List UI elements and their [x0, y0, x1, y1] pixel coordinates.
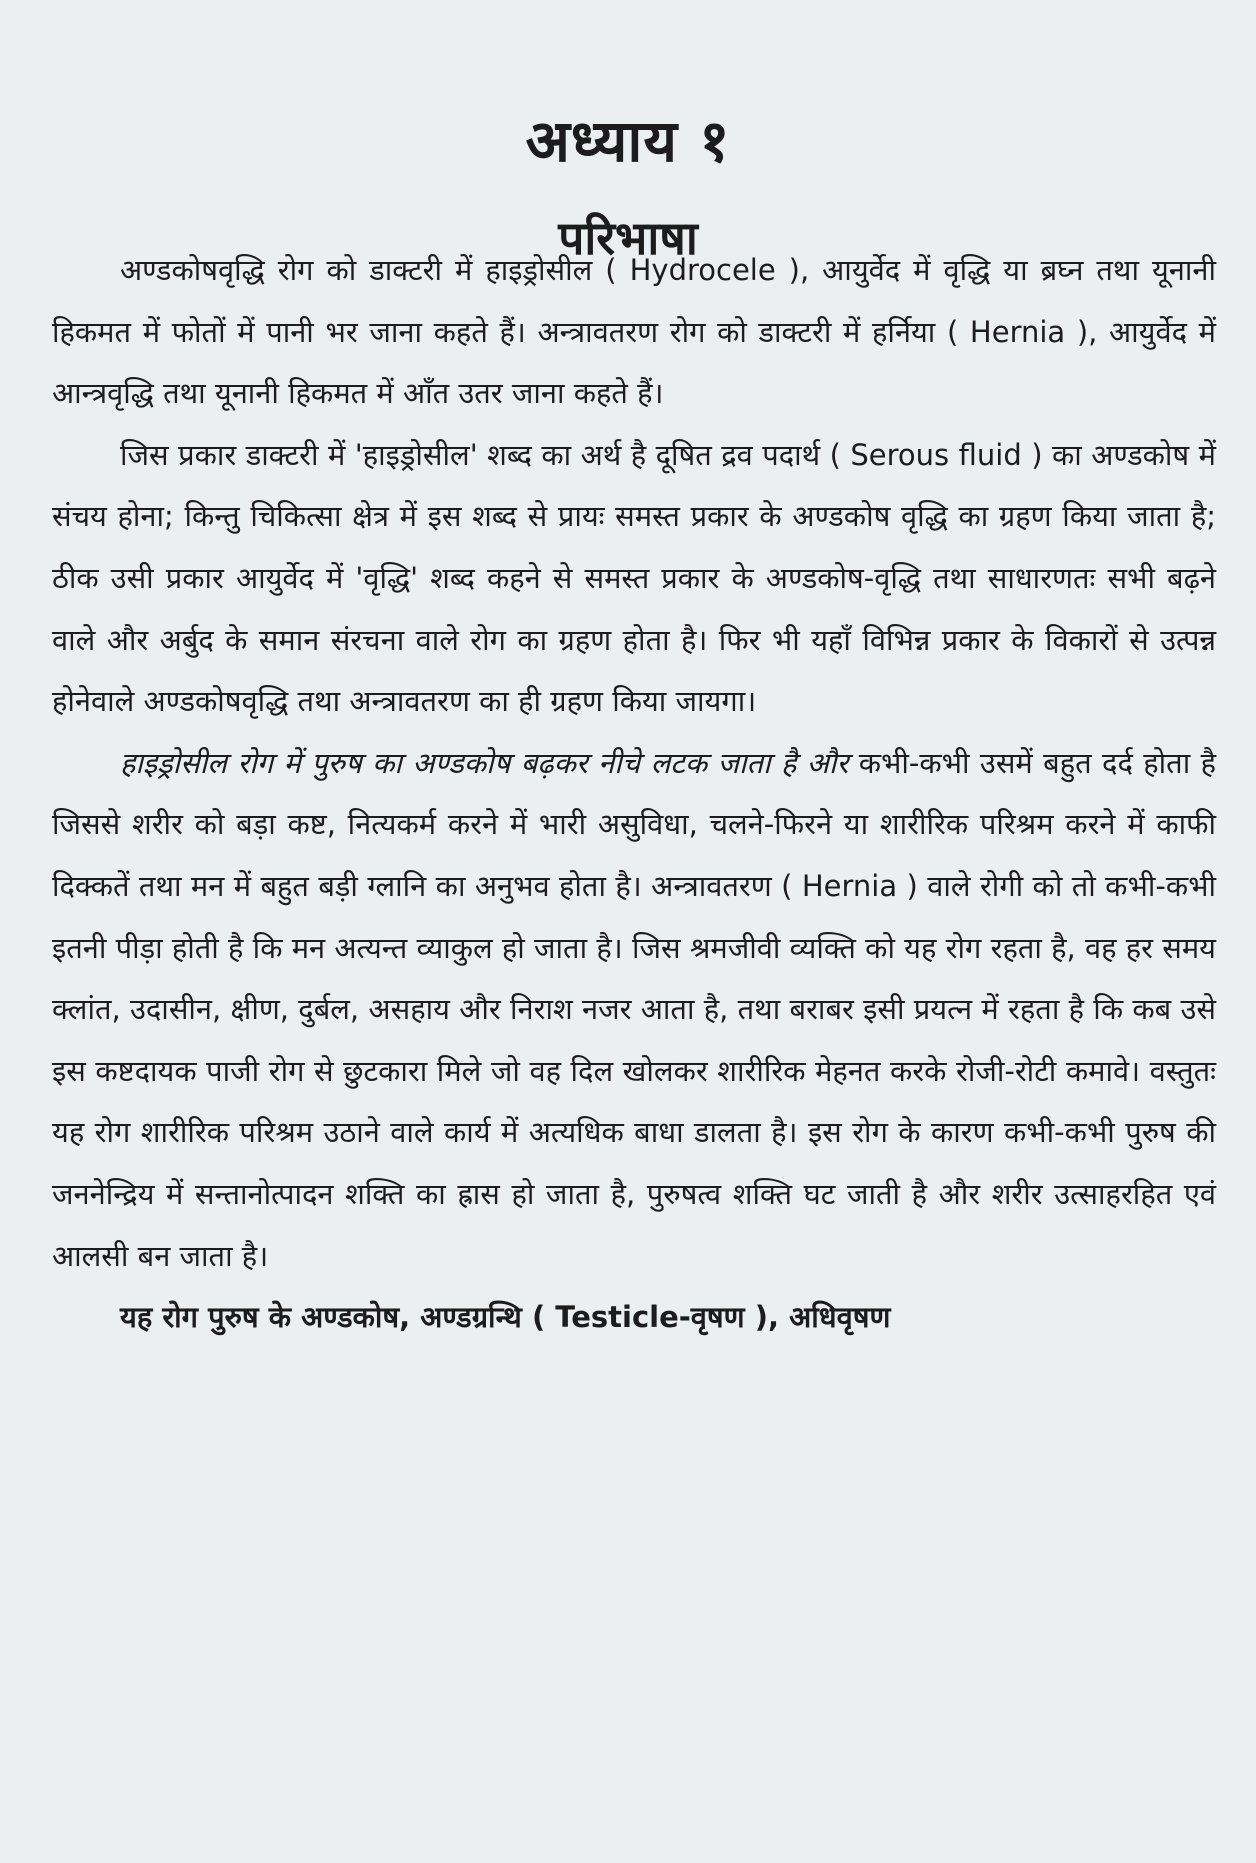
paragraph-terminology: जिस प्रकार डाक्टरी में 'हाइड्रोसील' शब्द का अर्थ है दूषित द्रव पदार्थ ( Serous fluid ) का अण्डकोष में संचय होना; किन्तु चिकित्सा क्षेत्र में इस शब्द से प्रायः समस्त प्रकार के अण्डकोष वृद्धि का ग्रहण किया जाता है; ठीक उसी प्रकार आयुर्वेद में 'वृद्धि' शब्द कहने से समस्त प्रकार के अण्डकोष-वृद्धि तथा साधारणतः सभी बढ़ने वाले और अर्बुद के समान संरचना वाले रोग का ग्रहण होता है। फिर भी यहाँ विभिन्न प्रकार के विकारों से उत्पन्न होनेवाले अण्डकोषवृद्धि तथा अन्त्रावतरण का ही ग्रहण किया जायगा।: [52, 437, 1216, 719]
paragraph-symptoms-body: कभी-कभी उसमें बहुत दर्द होता है जिससे शरीर को बड़ा कष्ट, नित्यकर्म करने में भारी असुविधा, चलने-फिरने या शारीरिक परिश्रम करने में काफी दिक्कतें तथा मन में बहुत बड़ी ग्लानि का अनुभव होता है। अन्त्रावतरण ( Hernia ) वाले रोगी को तो कभी-कभी इतनी पीड़ा होती है कि मन अत्यन्त व्याकुल हो जाता है। जिस श्रमजीवी व्यक्ति को यह रोग रहता है, वह हर समय क्लांत, उदासीन, क्षीण, दुर्बल, असहाय और निराश नजर आता है, तथा बराबर इसी प्रयत्न में रहता है कि कब उसे इस कष्टदायक पाजी रोग से छुटकारा मिले जो वह दिल खोलकर शारीरिक मेहनत करके रोजी-रोटी कमावे। वस्तुतः यह रोग शारीरिक परिश्रम उठाने वाले कार्य में अत्यधिक बाधा डालता है। इस रोग के कारण कभी-कभी पुरुष की जननेन्द्रिय में सन्तानोत्पादन शक्ति का ह्रास हो जाता है, पुरुषत्व शक्ति घट जाती है और शरीर उत्साहरहित एवं आलसी बन जाता है।: [52, 745, 1217, 1273]
paragraph-continuation: यह रोग पुरुष के अण्डकोष, अण्डग्रन्थि ( Testicle-वृषण ), अधिवृषण: [120, 1300, 891, 1335]
paragraph-symptoms-lead: हाइड्रोसील रोग में पुरुष का अण्डकोष बढ़कर नीचे लटक जाता है और: [120, 745, 849, 780]
chapter-title: अध्याय १: [525, 106, 731, 175]
section-title: परिभाषा: [558, 211, 698, 266]
paragraph-definition: अण्डकोषवृद्धि रोग को डाक्टरी में हाइड्रोसील ( Hydrocele ), आयुर्वेद में वृद्धि या ब्रघ्न तथा यूनानी हिकमत में फोतों में पानी भर जाना कहते हैं। अन्त्रावतरण रोग को डाक्टरी में हर्निया ( Hernia ), आयुर्वेद में आन्त्रवृद्धि तथा यूनानी हिकमत में आँत उतर जाना कहते हैं।: [52, 253, 1216, 411]
paragraph-symptoms: [52, 733, 1216, 1287]
body-text: [52, 240, 1216, 1349]
